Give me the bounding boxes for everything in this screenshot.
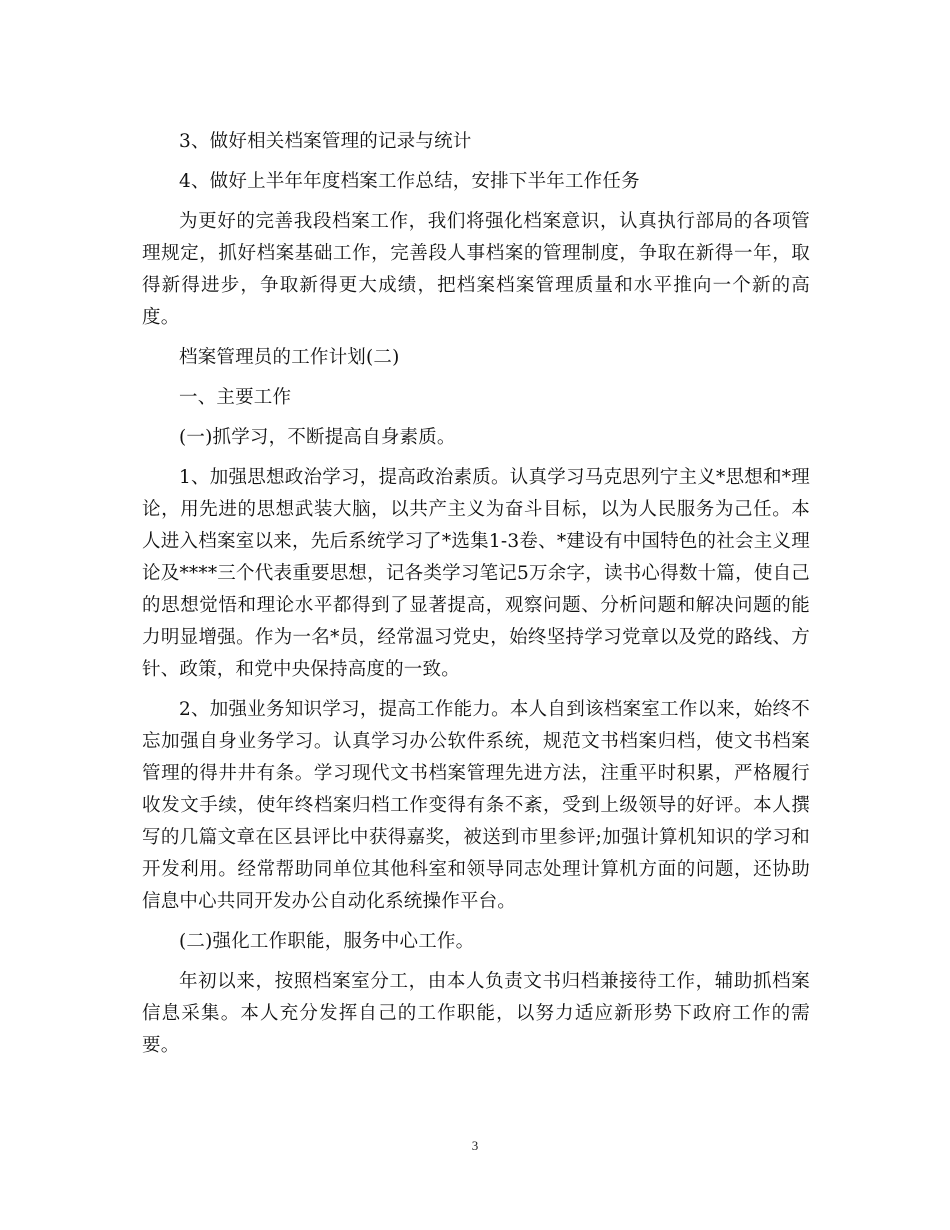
paragraph-work-duties: 年初以来，按照档案室分工，由本人负责文书归档兼接待工作，辅助抓档案信息采集。本人充分发挥自己的工作职能，以努力适应新形势下政府工作的需要。: [142, 971, 810, 1056]
document-body: [142, 126, 810, 1070]
paragraph-political-study: 1、加强思想政治学习，提高政治素质。认真学习马克思列宁主义*思想和*理论，用先进的思想武装大脑，以共产主义为奋斗目标，以为人民服务为己任。本人进入档案室以来，先后系统学习了*选集1-3卷、*建设有中国特色的社会主义理论及****三个代表重要思想，记各类学习笔记5万余字，读书心得数十篇，使自己的思想觉悟和理论水平都得到了显著提高，观察问题、分析问题和解决问题的能力明显增强。作为一名*员，经常温习党史，始终坚持学习党章以及党的路线、方针、政策，和党中央保持高度的一致。: [142, 467, 810, 680]
page-number: 3: [471, 1138, 479, 1153]
list-item-record-statistics: 3、做好相关档案管理的记录与统计: [179, 131, 472, 152]
paragraph-improve-archive-work: 为更好的完善我段档案工作，我们将强化档案意识，认真执行部局的各项管理规定，抓好档案基础工作，完善段人事档案的管理制度，争取在新得一年，取得新得进步，争取新得更大成绩，把档案档案管理质量和水平推向一个新的高度。: [142, 211, 810, 328]
subheading-study: (一)抓学习，不断提高自身素质。: [179, 427, 456, 448]
section-heading-main-work: 一、主要工作: [179, 387, 292, 408]
paragraph-business-study: 2、加强业务知识学习，提高工作能力。本人自到该档案室工作以来，始终不忘加强自身业务学习。认真学习办公软件系统，规范文书档案归档，使文书档案管理的得井井有条。学习现代文书档案管理先进方法，注重平时积累，严格履行收发文手续，使年终档案归档工作变得有条不紊，受到上级领导的好评。本人撰写的几篇文章在区县评比中获得嘉奖，被送到市里参评;加强计算机知识的学习和开发利用。经常帮助同单位其他科室和领导同志处理计算机方面的问题，还协助信息中心共同开发办公自动化系统操作平台。: [142, 699, 810, 912]
list-item-half-year-summary: 4、做好上半年年度档案工作总结，安排下半年工作任务: [179, 171, 640, 192]
subheading-work-functions: (二)强化工作职能，服务中心工作。: [179, 931, 475, 952]
section-heading-plan-two: 档案管理员的工作计划(二): [179, 347, 400, 368]
